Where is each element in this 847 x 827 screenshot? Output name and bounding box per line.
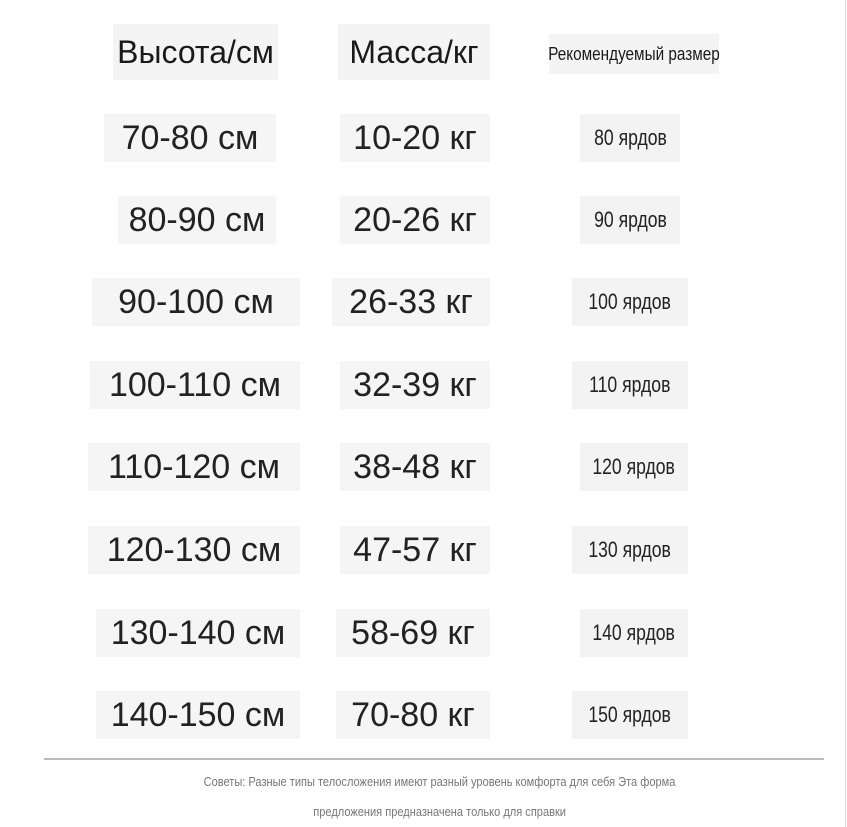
size-cell (580, 443, 688, 491)
height-cell: 130-140 см (96, 609, 300, 657)
table-row (0, 272, 847, 332)
size-cell (572, 691, 688, 739)
mass-cell: 47-57 кг (340, 526, 490, 574)
size-cell-label: 120 ярдов (592, 454, 676, 479)
table-row (0, 355, 847, 415)
mass-cell: 20-26 кг (340, 196, 490, 244)
footnote-line-2 (160, 804, 720, 819)
size-cell-label: 100 ярдов (588, 289, 672, 314)
size-cell-label: 130 ярдов (588, 537, 672, 562)
mass-cell: 38-48 кг (340, 443, 490, 491)
size-cell (580, 609, 688, 657)
mass-cell: 26-33 кг (332, 278, 490, 326)
mass-cell: 70-80 кг (336, 691, 490, 739)
height-cell: 120-130 см (88, 526, 300, 574)
size-cell (580, 114, 680, 162)
size-column-header (549, 34, 719, 74)
height-cell: 90-100 см (92, 278, 300, 326)
size-cell (572, 361, 688, 409)
footnote-line-1 (160, 774, 720, 789)
size-cell (572, 278, 688, 326)
mass-cell: 32-39 кг (340, 361, 490, 409)
table-row (0, 190, 847, 250)
mass-cell: 58-69 кг (336, 609, 490, 657)
height-column-header: Высота/см (113, 24, 278, 80)
divider (44, 758, 824, 760)
height-cell: 70-80 см (104, 114, 276, 162)
mass-cell: 10-20 кг (340, 114, 490, 162)
height-cell: 100-110 см (90, 361, 300, 409)
size-cell-label: 150 ярдов (588, 702, 672, 727)
size-cell-label: 80 ярдов (593, 125, 667, 150)
mass-column-header: Масса/кг (338, 24, 490, 80)
size-cell-label: 140 ярдов (592, 620, 676, 645)
height-cell: 110-120 см (88, 443, 300, 491)
footnote-text-2: предложения предназначена только для справки (313, 804, 567, 819)
size-column-header-label: Рекомендуемый размер (548, 43, 720, 64)
size-cell (572, 526, 688, 574)
size-cell-label: 110 ярдов (589, 372, 671, 397)
height-cell: 80-90 см (118, 196, 276, 244)
size-cell (580, 196, 680, 244)
table-row (0, 685, 847, 745)
size-cell-label: 90 ярдов (593, 207, 667, 232)
table-row (0, 437, 847, 497)
footnote-text-1: Советы: Разные типы телосложения имеют разный уровень комфорта для себя Эта форма (204, 774, 676, 789)
table-row (0, 603, 847, 663)
height-cell: 140-150 см (96, 691, 300, 739)
table-row (0, 108, 847, 168)
table-row (0, 520, 847, 580)
